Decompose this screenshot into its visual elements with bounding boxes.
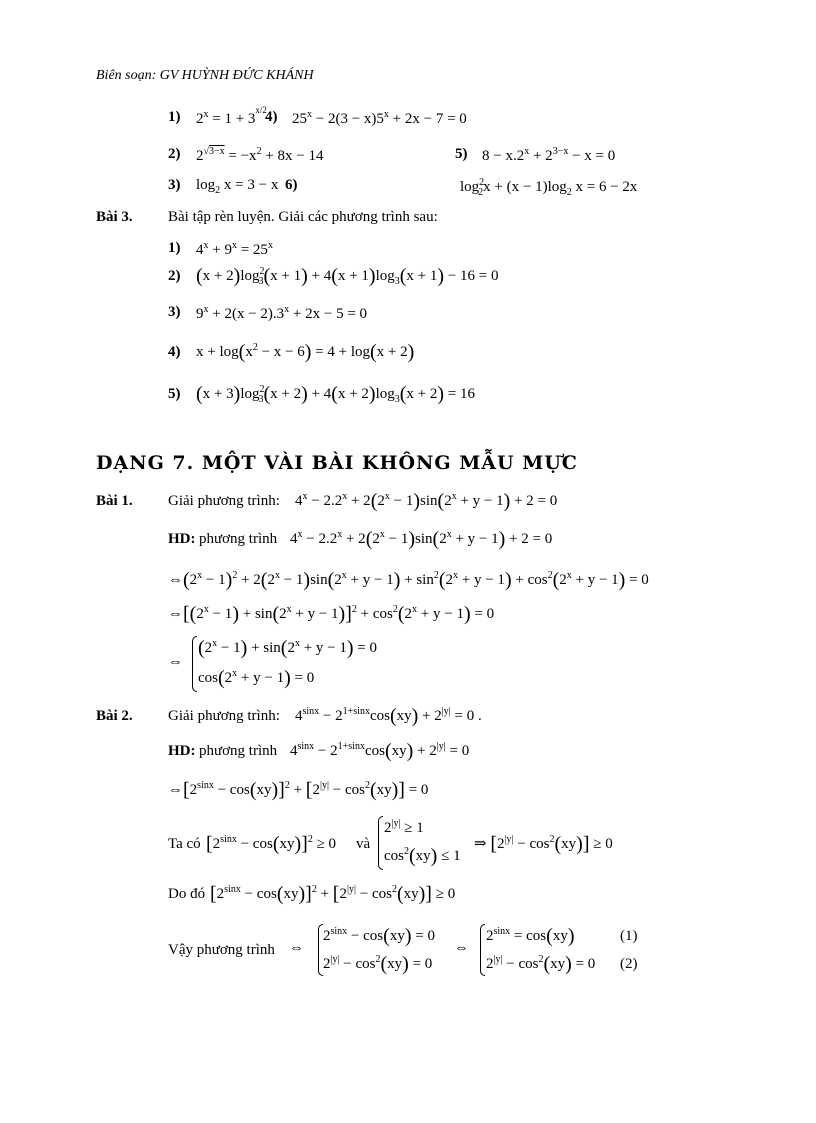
equation: $4^{sinx} - 2^{1+sinx}\cos(xy) + 2^{|y|} = 0$	[290, 740, 470, 762]
equiv-symbol: ⇔	[168, 572, 183, 588]
equiv-symbol: ⇔	[168, 654, 183, 670]
equation: $\cos^2(xy) \le 1$	[384, 845, 461, 867]
equation: $\Leftrightarrow(2^x - 1)^2 + 2(2^x - 1)\sin(2^x + y - 1) + \sin^2(2^x + y - 1) + \cos^2(2^x + y - 1) = 0$	[168, 569, 649, 591]
hint-text: phương trình	[199, 743, 278, 759]
equation: $4^x - 2.2^x + 2(2^x - 1)\sin(2^x + y - 1) + 2 = 0$	[290, 528, 553, 550]
section-title: DẠNG 7. MỘT VÀI BÀI KHÔNG MẪU MỰC	[96, 452, 578, 474]
equation: $\log_2 x = 3 - x$	[196, 177, 279, 196]
hint-text: phương trình	[199, 531, 278, 547]
equation: $2^x = 1 + 3^{x/2}$	[196, 105, 267, 127]
author-header: Biên soạn: GV HUỲNH ĐỨC KHÁNH	[96, 68, 314, 83]
hint-label: HD:	[168, 743, 196, 759]
equation: $2^{sinx} - \cos(xy) = 0$	[323, 925, 435, 947]
item-number: 3)	[168, 177, 181, 193]
equation: $8 - x.2^x + 2^{3-x} - x = 0$	[482, 146, 616, 164]
item-number: 5)	[168, 386, 181, 402]
item-number: 5)	[455, 146, 468, 162]
equation: $4^x + 9^x = 25^x$	[196, 240, 273, 258]
item-number: 4)	[168, 344, 181, 360]
exercise-label: Bài 1.	[96, 493, 133, 509]
exercise-prompt: Bài tập rèn luyện. Giải các phương trình sau:	[168, 209, 438, 225]
equation: $\cos(2^x + y - 1) = 0$	[198, 667, 315, 689]
equation-tag: (1)	[620, 928, 638, 944]
equation: $2^{|y|} \ge 1$	[384, 818, 424, 836]
equation: $2^{√3-x} = -x^2 + 8x - 14$	[196, 146, 324, 164]
equation: $25^x - 2(3 - x)5^x + 2x - 7 = 0$	[292, 109, 467, 127]
text-vay: Vậy phương trình	[168, 942, 275, 958]
equation: $\log^2_2x + (x - 1)\log_2$ x = 6 − 2x	[460, 177, 638, 198]
equation: $2^{|y|} - \cos^2(xy) = 0$	[486, 953, 596, 975]
equation: $\Leftrightarrow[2^{sinx} - \cos(xy)]^2 + [2^{|y|} - \cos^2(xy)] = 0$	[168, 779, 429, 801]
equiv-symbol: ⇔	[168, 606, 183, 622]
equation: $2^{|y|} - \cos^2(xy) = 0$	[323, 953, 433, 975]
item-number: 2)	[168, 268, 181, 284]
item-number: 1)	[168, 109, 181, 125]
equation: ⇔	[454, 940, 469, 956]
equation: $9^x + 2(x - 2).3^x + 2x - 5 = 0$	[196, 304, 368, 322]
system-brace	[192, 636, 197, 692]
item-number: 2)	[168, 146, 181, 162]
system-brace	[378, 816, 383, 870]
equation: $(x + 3)\log^2_3(x + 2) + 4(x + 2)\log_3(x + 2) = 16$	[196, 383, 476, 405]
item-number: 4)	[265, 109, 278, 125]
text-ta-co: Ta có	[168, 836, 201, 852]
equation: $2^{sinx} = \cos(xy)$	[486, 925, 575, 947]
equation: $(2^x - 1) + \sin(2^x + y - 1) = 0$	[198, 637, 378, 659]
equation: $4^{sinx} - 2^{1+sinx}\cos(xy) + 2^{|y|} = 0$ .	[295, 705, 482, 727]
exercise-prompt: Giải phương trình:	[168, 493, 280, 509]
text-do-do: Do đó	[168, 886, 206, 902]
equation: ⇒ $[2^{|y|} - \cos^2(xy)] \ge 0$	[474, 833, 613, 855]
equation: $\Leftrightarrow[(2^x - 1) + \sin(2^x + y - 1)]^2 + \cos^2(2^x + y - 1) = 0$	[168, 603, 495, 625]
item-number: 1)	[168, 240, 181, 256]
text-va: và	[356, 836, 371, 852]
hint-label: HD:	[168, 531, 196, 547]
equation: $(x + 2)\log^2_3(x + 1) + 4(x + 1)\log_3(x + 1) - 16 = 0$	[196, 265, 499, 287]
item-number: 6)	[285, 177, 298, 193]
exercise-prompt: Giải phương trình:	[168, 708, 280, 724]
exercise-label: Bài 2.	[96, 708, 133, 724]
item-number: 3)	[168, 304, 181, 320]
equation: ⇔	[289, 940, 304, 956]
exercise-label: Bài 3.	[96, 209, 133, 225]
equation: $x + \log(x^2 - x - 6) = 4 + \log(x + 2)$	[196, 341, 415, 363]
equation: $[2^{sinx} - \cos(xy)]^2 + [2^{|y|} - \cos^2(xy)] \ge 0$	[210, 883, 456, 905]
equation: $[2^{sinx} - \cos(xy)]^2 \ge 0$	[206, 833, 337, 855]
system-brace	[480, 924, 485, 976]
equation-tag: (2)	[620, 956, 638, 972]
equation: $4^x - 2.2^x + 2(2^x - 1)\sin(2^x + y - 1) + 2 = 0$	[295, 490, 558, 512]
